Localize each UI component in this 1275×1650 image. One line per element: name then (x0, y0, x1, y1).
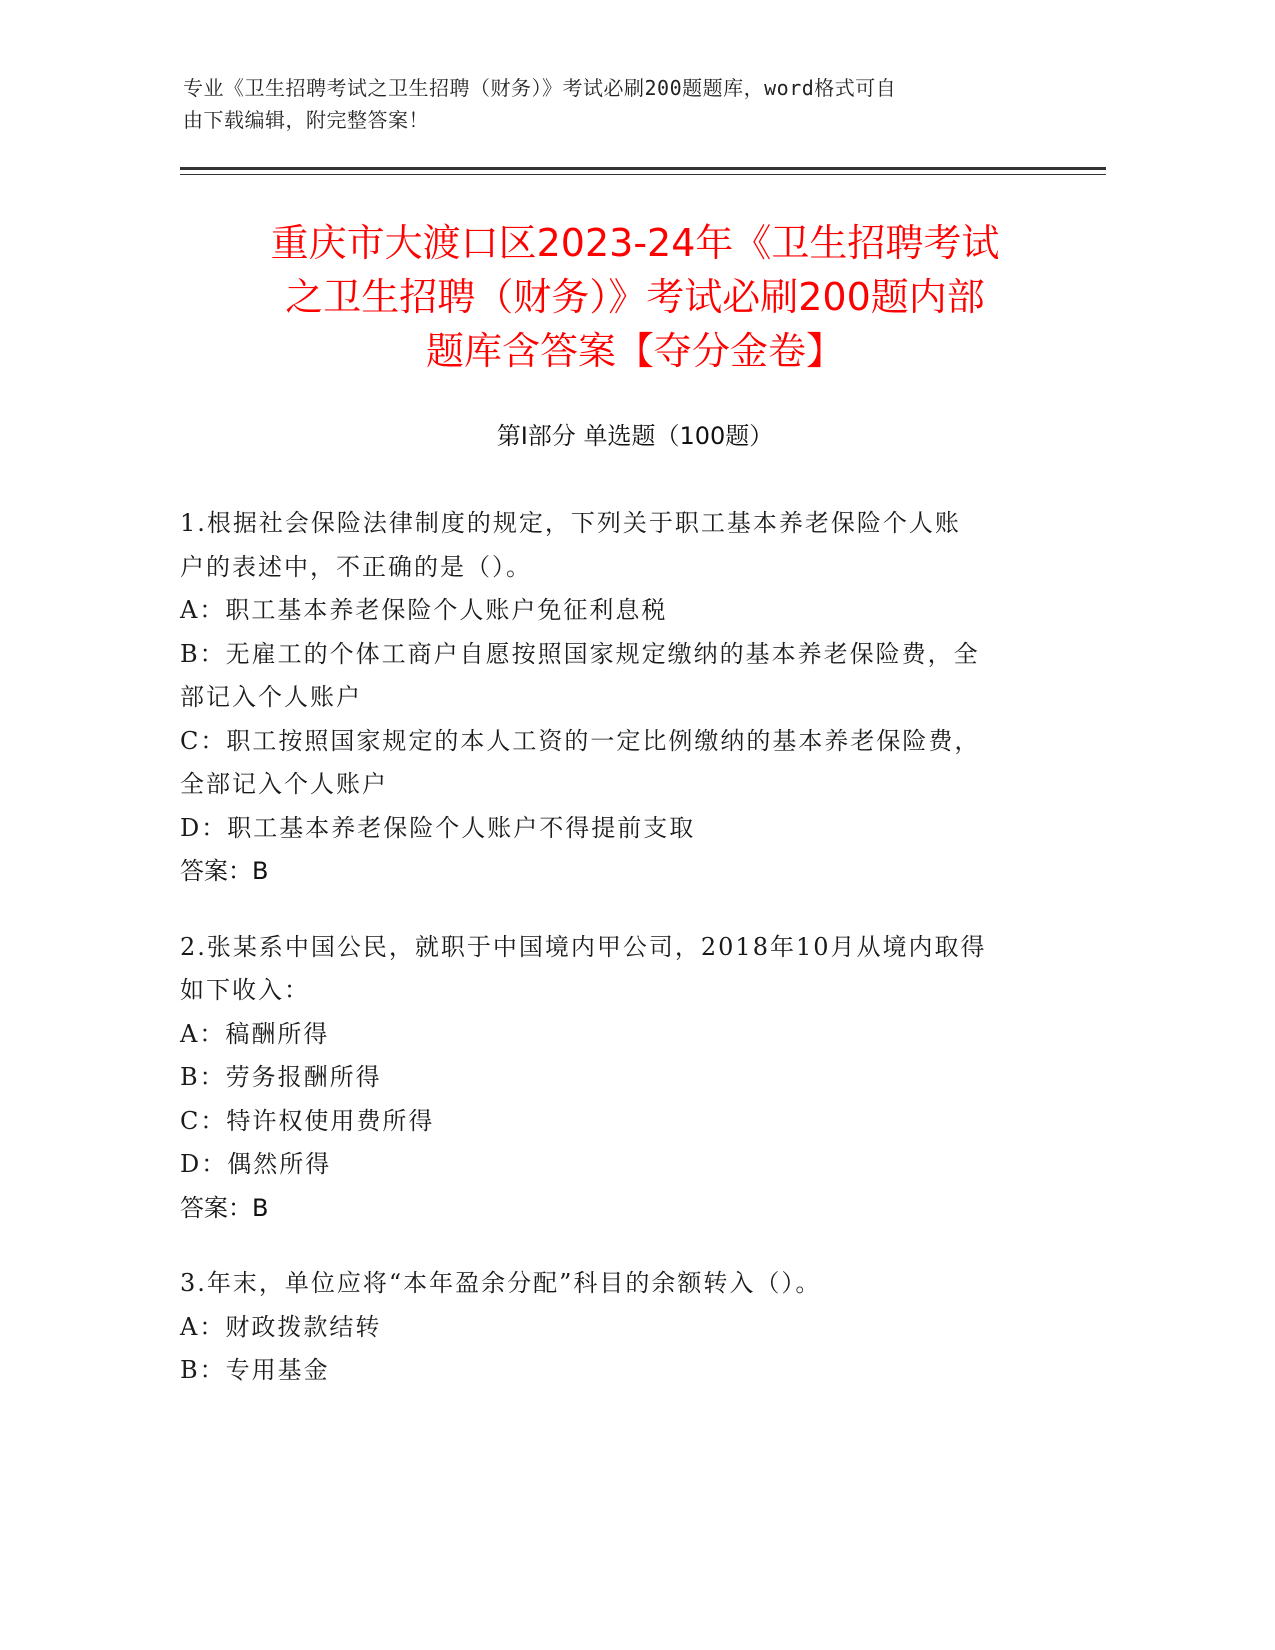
question-item (180, 926, 1060, 1231)
question-stem: 3.年末，单位应将“本年盈余分配”科目的余额转入（）。 (180, 1269, 822, 1297)
section-heading: 第Ⅰ部分 单选题（100题） (496, 422, 774, 450)
header-divider-thin (180, 174, 1106, 175)
option-d: D：职工基本养老保险个人账户不得提前支取 (180, 813, 696, 842)
title-line: 重庆市大渡口区2023-24年《卫生招聘考试 (270, 221, 1000, 265)
question-stem: 如下收入： (180, 976, 310, 1004)
question-item (180, 1262, 1060, 1393)
header-note (183, 72, 1063, 136)
option-d: D：偶然所得 (180, 1150, 332, 1178)
option-a: A：职工基本养老保险个人账户免征利息税 (180, 596, 668, 624)
option-b: B：无雇工的个体工商户自愿按照国家规定缴纳的基本养老保险费，全 (180, 639, 980, 668)
option-c: C：特许权使用费所得 (180, 1106, 435, 1135)
option-b: B：劳务报酬所得 (180, 1063, 382, 1091)
option-a: A：财政拨款结转 (180, 1312, 382, 1341)
question-stem: 2.张某系中国公民，就职于中国境内甲公司，2018年10月从境内取得 (180, 932, 987, 961)
title-line: 题库含答案【夺分金卷】 (425, 329, 844, 373)
option-b-continued: 部记入个人账户 (180, 683, 362, 711)
option-a: A：稿酬所得 (180, 1019, 330, 1048)
answer: 答案：B (180, 857, 269, 885)
question-list (180, 502, 1060, 1425)
question-item (180, 502, 1060, 894)
answer: 答案：B (180, 1193, 269, 1222)
header-note-line: 由下载编辑，附完整答案！ (183, 108, 429, 132)
question-stem: 户的表述中，不正确的是（）。 (180, 552, 532, 581)
header-divider-thick (180, 167, 1106, 170)
option-c: C：职工按照国家规定的本人工资的一定比例缴纳的基本养老保险费， (180, 726, 981, 755)
document-title (180, 216, 1090, 378)
header-note-line: 专业《卫生招聘考试之卫生招聘（财务）》考试必刷200题题库，word格式可自 (183, 76, 897, 100)
option-c-continued: 全部记入个人账户 (180, 770, 388, 798)
option-b: B：专用基金 (180, 1356, 330, 1384)
question-stem: 1.根据社会保险法律制度的规定，下列关于职工基本养老保险个人账 (180, 509, 961, 537)
title-line: 之卫生招聘（财务）》考试必刷200题内部 (285, 275, 985, 319)
